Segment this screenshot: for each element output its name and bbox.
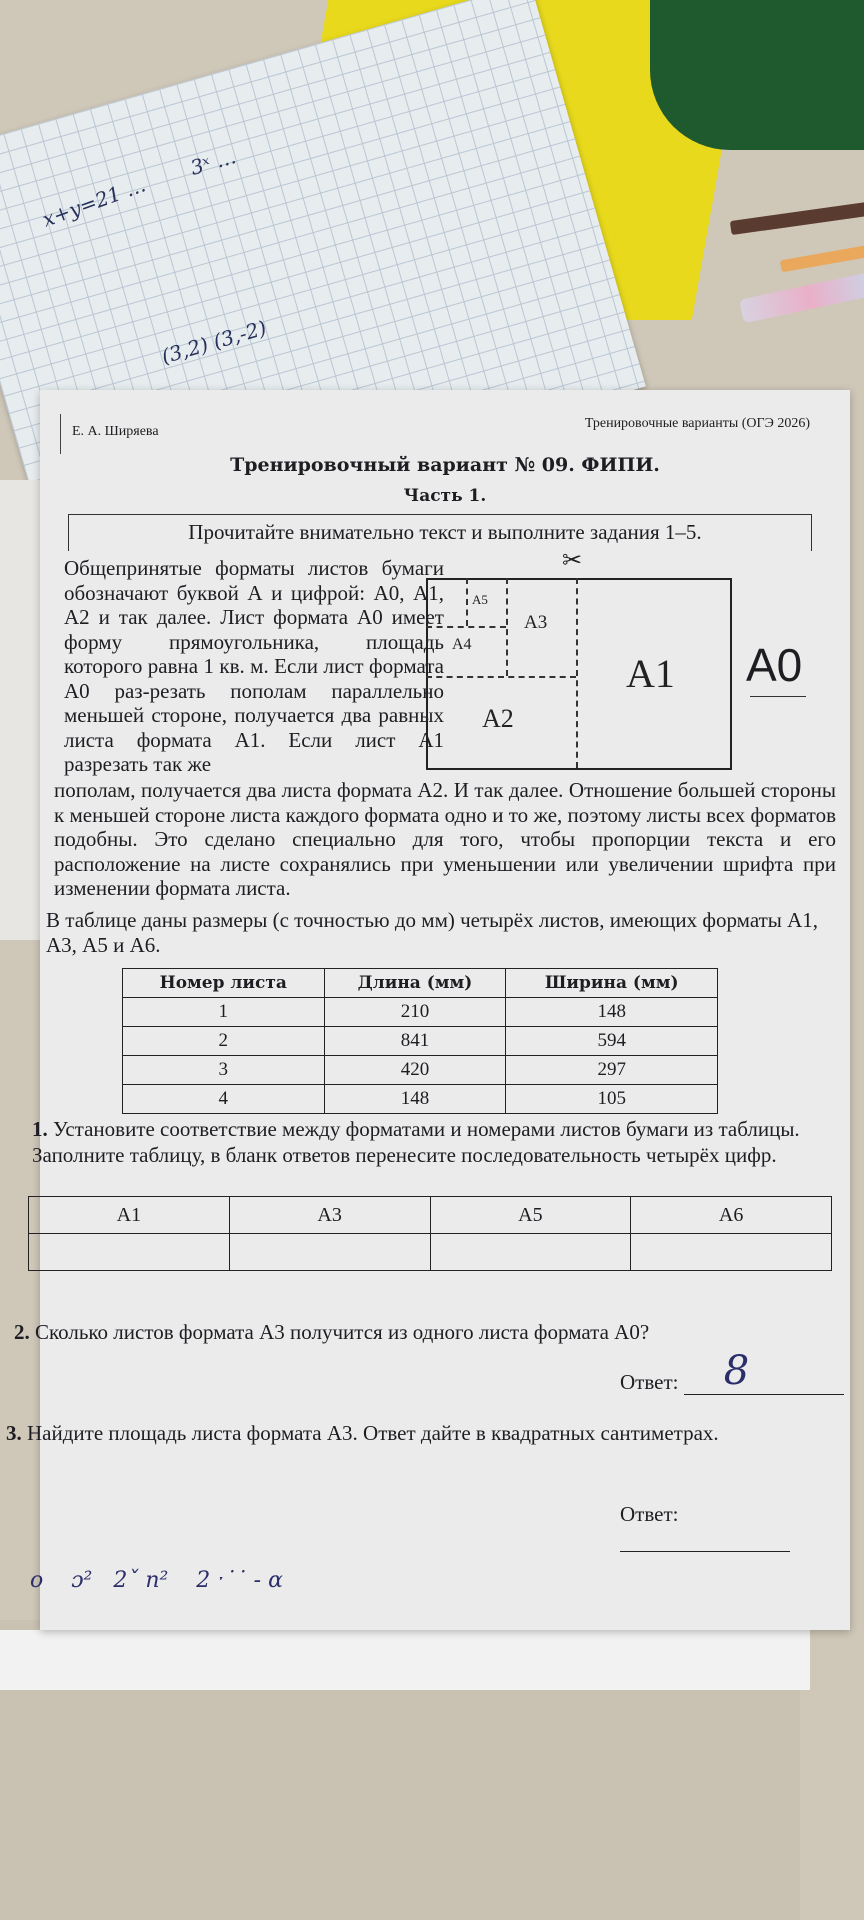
column-header: Длина (мм): [324, 969, 506, 998]
question-number: 1.: [32, 1117, 48, 1141]
notebook-scribble: 3ˣ …: [187, 144, 239, 180]
pencil: [780, 240, 864, 273]
table-cell: 1: [123, 998, 325, 1027]
answer-line[interactable]: [620, 1529, 790, 1552]
handwritten-answer: 8: [723, 1348, 750, 1394]
page-title: Тренировочный вариант № 09. ФИПИ.: [230, 454, 660, 476]
answer-input-row: [29, 1234, 832, 1271]
worksheet-page: [6, 390, 850, 1630]
q3-answer: [620, 1502, 850, 1552]
label-a2: А2: [482, 704, 514, 733]
question-text: Установите соответствие между форматами и номерами листов бумаги из таблицы. Заполните таблицу, в бланк ответов перенесите последовательность четырёх цифр.: [32, 1117, 800, 1167]
series-label: Тренировочные варианты (ОГЭ 2026): [584, 416, 810, 431]
answer-header-row: [29, 1197, 832, 1234]
table-row: [123, 1056, 718, 1085]
scissors-icon: ✂: [562, 548, 583, 574]
notebook-scribble: (3,2) (3,-2): [158, 315, 270, 369]
table-row: [123, 998, 718, 1027]
cut-line-a2: [426, 676, 576, 678]
label-a0: А0: [746, 639, 803, 691]
q2-answer: [620, 1348, 844, 1395]
cut-line-a4: [426, 626, 506, 628]
format-header: А5: [430, 1197, 631, 1234]
table-cell: 2: [123, 1027, 325, 1056]
column-header: Номер листа: [123, 969, 325, 998]
table-row: [123, 1027, 718, 1056]
format-header: А6: [631, 1197, 832, 1234]
answer-cell[interactable]: [631, 1234, 832, 1271]
label-a4: А4: [452, 636, 472, 653]
table-row: [123, 1085, 718, 1114]
answer-cell[interactable]: [430, 1234, 631, 1271]
paper-format-diagram: [426, 548, 803, 770]
instruction-text: Прочитайте внимательно текст и выполните задания 1–5.: [188, 520, 702, 544]
pen-scribble: o ɔ² 2ˇ n² 2 ˑ˙˙ - ɑ: [30, 1568, 283, 1593]
table-cell: 210: [324, 998, 506, 1027]
question-3: [6, 1420, 856, 1446]
label-a1: А1: [626, 651, 675, 696]
answer-label: Ответ:: [620, 1370, 679, 1394]
intro-paragraph: Общепринятые форматы листов бумаги обозначают буквой А и цифрой: А0, А1, А2 и так далее. Лист формата А0 имеет форму прямоугольника, площадь которого равна 1 кв. м. Если лист формата А0 раз-резать пополам параллельно меньшей стороне, получается два равных листа формата А1. Если лист А1 разрезать так же: [64, 556, 444, 776]
question-number: 2.: [14, 1320, 30, 1344]
table-header-row: [123, 969, 718, 998]
answer-label: Ответ:: [620, 1502, 679, 1526]
table-intro: В таблице даны размеры (с точностью до мм) четырёх листов, имеющих форматы А1, А3, А5 и А6.: [46, 908, 819, 957]
cut-line-a3: [506, 578, 508, 676]
answer-line[interactable]: [684, 1348, 844, 1395]
pen: [739, 271, 864, 324]
question-1: [32, 1116, 838, 1168]
table-cell: 148: [324, 1085, 506, 1114]
table-cell: 3: [123, 1056, 325, 1085]
table-cell: 841: [324, 1027, 506, 1056]
cut-line-a1: [576, 578, 578, 768]
table-cell: 148: [506, 998, 718, 1027]
label-a5: А5: [472, 592, 488, 607]
table-cell: 420: [324, 1056, 506, 1085]
question-text: Найдите площадь листа формата А3. Ответ дайте в квадратных сантиметрах.: [27, 1421, 719, 1445]
green-cloth: [650, 0, 864, 150]
table-cell: 297: [506, 1056, 718, 1085]
table-cell: 105: [506, 1085, 718, 1114]
pencil: [730, 199, 864, 235]
cut-line-a5: [466, 578, 468, 626]
table-cell: 4: [123, 1085, 325, 1114]
format-header: А3: [229, 1197, 430, 1234]
table-cell: 594: [506, 1027, 718, 1056]
intro-paragraph-continued: пополам, получается два листа формата А2. И так далее. Отношение большей стороны к меньшей стороне листа каждого формата одно и то же, поэтому листы всех форматов подобны. Это сделано специально для того, чтобы пропорции текста и его расположение на листе сохранялись при уменьшении или увеличении шрифта при изменении формата листа.: [54, 778, 836, 900]
question-2: [14, 1320, 854, 1345]
sizes-table: [122, 968, 718, 1114]
format-header: А1: [29, 1197, 230, 1234]
a0-underline: [750, 696, 806, 697]
question-text: Сколько листов формата А3 получится из одного листа формата А0?: [35, 1320, 650, 1344]
answer-cell[interactable]: [29, 1234, 230, 1271]
column-header: Ширина (мм): [506, 969, 718, 998]
question-number: 3.: [6, 1421, 22, 1445]
label-a3: А3: [524, 612, 548, 633]
part-heading: Часть 1.: [403, 486, 487, 506]
author-name: Е. А. Ширяева: [72, 424, 159, 439]
answer-cell[interactable]: [229, 1234, 430, 1271]
notebook-scribble: x+y=21 …: [39, 172, 149, 232]
q1-answer-table: [28, 1196, 832, 1271]
paper-edge: [0, 1630, 810, 1690]
